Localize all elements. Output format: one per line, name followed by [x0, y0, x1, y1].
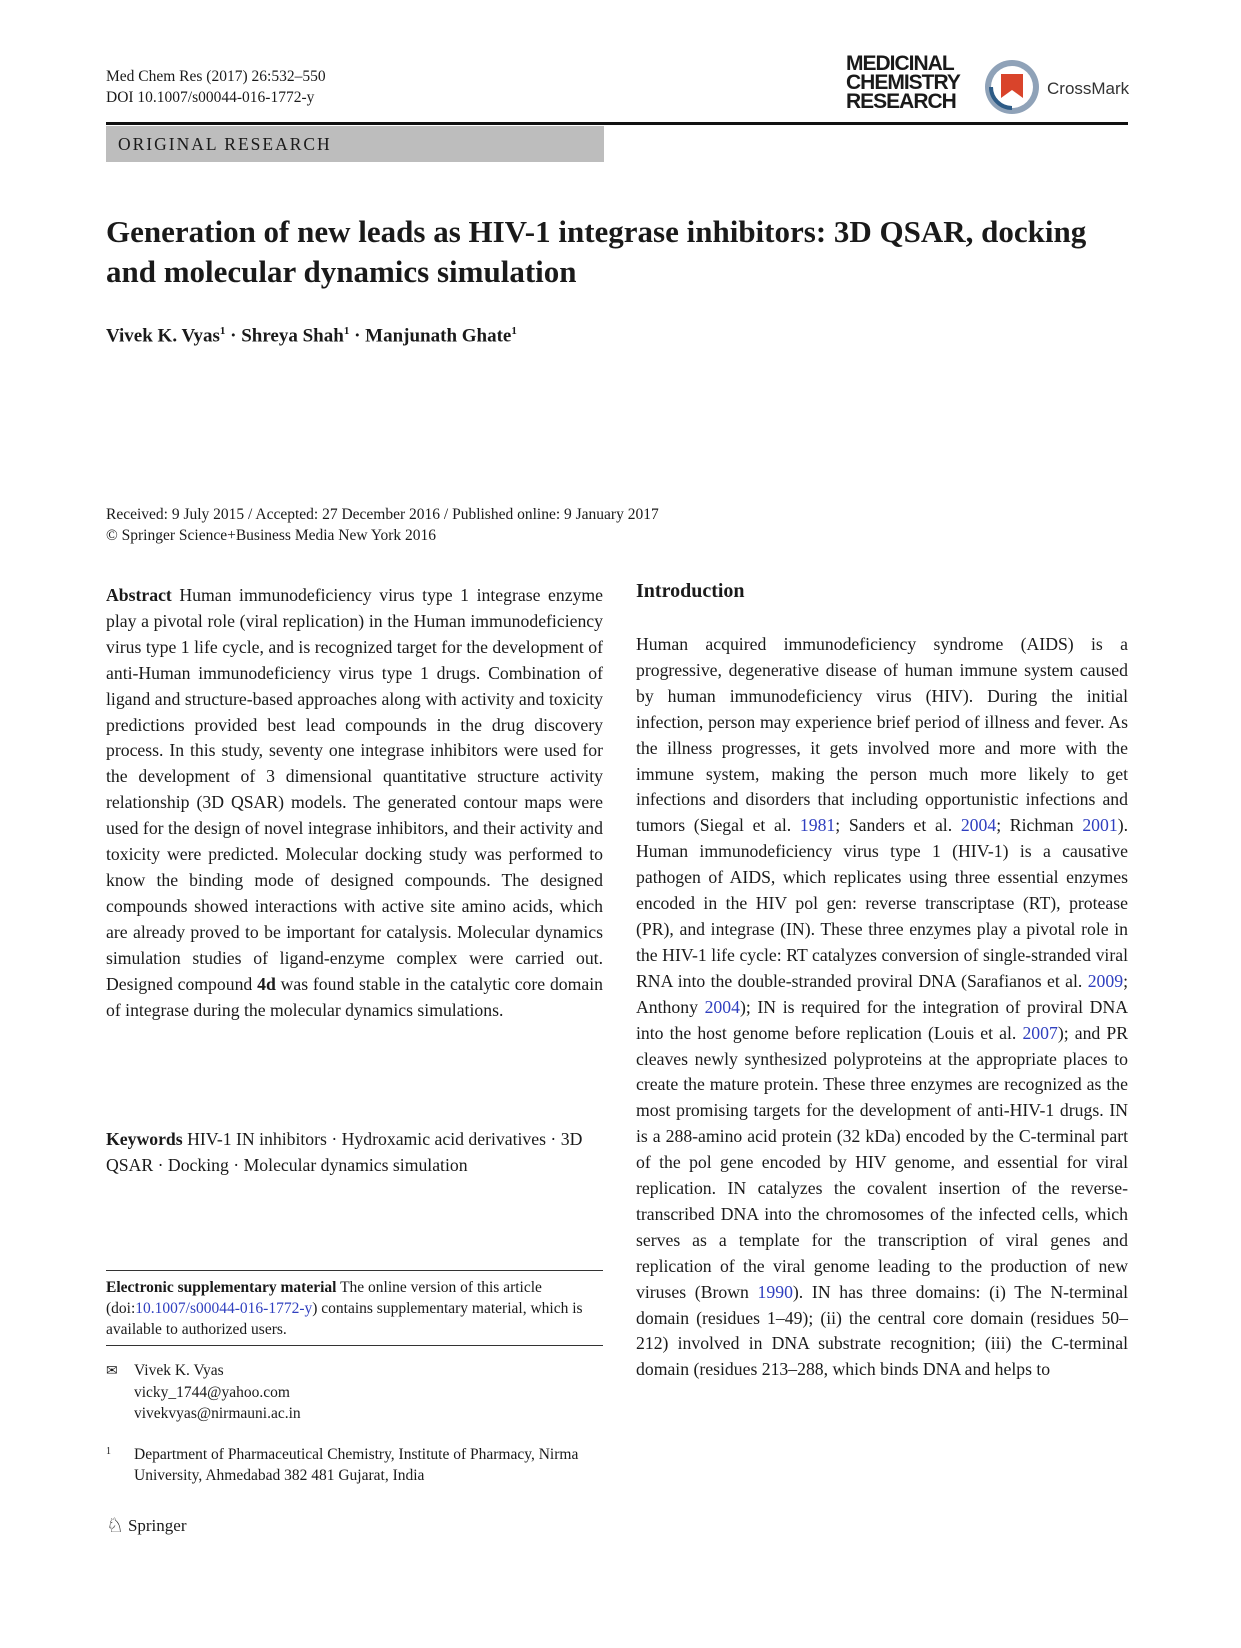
publication-history	[106, 504, 659, 546]
esm-label: Electronic supplementary material	[106, 1279, 337, 1296]
introduction-heading: Introduction	[636, 580, 745, 602]
abstract-text-end: was found stable in the catalytic core domain of integrase during the molecular dynamics simulations.	[106, 973, 604, 1020]
intro-text: ; Sanders et al.	[835, 815, 953, 836]
author-name[interactable]: Shreya Shah	[241, 325, 344, 347]
logo-line-1: MEDICINAL	[846, 52, 954, 75]
intro-text: ; Richman	[996, 815, 1074, 836]
citation-link[interactable]: 2007	[1022, 1022, 1058, 1043]
citation-link[interactable]: 2009	[1087, 970, 1124, 991]
citation-link[interactable]: 2004	[960, 815, 997, 836]
header-rule	[106, 122, 1128, 125]
contact-name: Vivek K. Vyas	[134, 1362, 224, 1379]
keyword: HIV-1 IN inhibitors	[187, 1129, 327, 1149]
affiliation-number: 1	[106, 1446, 111, 1457]
affiliation-marker: 1	[511, 325, 517, 337]
publisher-footer	[106, 1513, 186, 1538]
author-name[interactable]: Vivek K. Vyas	[106, 325, 220, 347]
intro-text: ); and PR cleaves newly synthesized polyproteins at the appropriate places to create the mature protein. These three enzymes are recognized as the most promising targets for the development of anti-HIV-1 drugs. IN is a 288-amino acid protein (32 kDa) encoded by the C-terminal part of the pol gene encoded by HIV genome, and essential for viral replication. IN catalyzes the covalent insertion of the reverse-transcribed DNA into the chromosomes of the infected cells, which serves as a template for the transcription of viral genes and replication of the viral genome leading to the production of new viruses (Brown	[636, 1022, 1129, 1302]
affiliation-marker: 1	[219, 325, 226, 337]
contact-email[interactable]: vivekvyas@nirmauni.ac.in	[134, 1405, 301, 1422]
citation-link[interactable]: 1990	[757, 1281, 793, 1302]
citation-link[interactable]: 2004	[704, 996, 740, 1017]
introduction-text	[636, 632, 1128, 1383]
intro-text: ). Human immunodeficiency virus type 1 (HIV-1) is a causative pathogen of AIDS, which replicates using three essential enzymes encoded in the HIV pol gen: reverse transcriptase (RT), protease (PR), and integrase (IN). These three enzymes play a pivotal role in the HIV-1 life cycle: RT catalyzes conversion of single-stranded viral RNA into the double-stranded proviral DNA (Sarafianos et al.	[636, 815, 1128, 991]
footnote-divider	[106, 1270, 603, 1271]
affiliation	[106, 1444, 603, 1486]
affiliation-text: Department of Pharmaceutical Chemistry, Institute of Pharmacy, Nirma University, Ahmedabad 382 481 Gujarat, India	[134, 1446, 579, 1484]
logo-line-2: CHEMISTRY	[846, 71, 960, 94]
intro-text: Human acquired immunodeficiency syndrome (AIDS) is a progressive, degenerative disease of human immune system caused by human immunodeficiency virus (HIV). During the initial infection, person may experience brief period of illness and fever. As the illness progresses, it gets involved more and more with the immune system, making the person much more likely to get infections and disorders that including opportunistic infections and tumors (Siegal et al.	[636, 634, 1128, 836]
section-label: ORIGINAL RESEARCH	[106, 126, 604, 162]
keyword: Hydroxamic acid derivatives	[341, 1129, 546, 1149]
dates-line: Received: 9 July 2015 / Accepted: 27 December 2016 / Published online: 9 January 2017	[106, 506, 659, 523]
citation-link[interactable]: 1981	[799, 815, 836, 836]
journal-logo	[846, 54, 960, 111]
author-name[interactable]: Manjunath Ghate	[365, 325, 512, 347]
keyword: Docking	[167, 1154, 229, 1175]
envelope-icon: ✉	[106, 1364, 118, 1379]
logo-line-3: RESEARCH	[846, 90, 956, 113]
publisher-name: Springer	[127, 1515, 187, 1535]
keyword: 3D QSAR	[106, 1129, 583, 1175]
compound-label: 4d	[257, 973, 276, 994]
esm-text: The online version of this article (doi:	[106, 1279, 542, 1317]
supplementary-note	[106, 1277, 603, 1340]
abstract	[106, 583, 603, 1023]
footnote-divider	[106, 1345, 603, 1346]
abstract-label: Abstract	[106, 585, 172, 605]
author-list	[106, 325, 517, 347]
intro-text: ). IN has three domains: (i) The N-terminal domain (residues 1–49); (ii) the central core domain (residues 50–212) involved in DNA substrate recognition; (iii) the C-terminal domain (residues 213–288, which binds DNA and helps to	[636, 1281, 1128, 1380]
keywords: Keywords HIV-1 IN inhibitors · Hydroxamic acid derivatives · 3D QSAR · Docking · Molecular dynamics simulation	[106, 1129, 583, 1175]
author-separator: ·	[354, 325, 361, 347]
keywords-label: Keywords	[106, 1129, 183, 1149]
crossmark-label[interactable]: CrossMark	[1047, 79, 1130, 98]
journal-citation: Med Chem Res (2017) 26:532–550	[106, 68, 326, 85]
keyword: Molecular dynamics simulation	[243, 1154, 468, 1175]
citation-link[interactable]: 2001	[1082, 815, 1118, 836]
author-separator: ·	[230, 325, 237, 347]
abstract-text: Human immunodeficiency virus type 1 integrase enzyme play a pivotal role (viral replication) in the Human immunodeficiency virus type 1 life cycle, and is recognized target for the development of anti-Human immunodeficiency virus type 1 drugs. Combination of ligand and structure-based approaches along with activity and toxicity predictions provided best lead compounds in the drug discovery process. In this study, seventy one integrase inhibitors were used for the development of 3 dimensional quantitative structure activity relationship (3D QSAR) models. The generated contour maps were used for the design of novel integrase inhibitors, and their activity and toxicity were predicted. Molecular docking study was performed to know the binding mode of designed compounds. The designed compounds showed interactions with active site amino acids, which are already proved to be important for catalysis. Molecular dynamics simulation studies of ligand-enzyme complex were carried out. Designed compound	[106, 585, 603, 994]
intro-text: ; Anthony	[636, 970, 1128, 1017]
intro-text: ); IN is required for the integration of proviral DNA into the host genome before replication (Louis et al.	[636, 996, 1129, 1043]
article-title: Generation of new leads as HIV-1 integrase inhibitors: 3D QSAR, docking and molecular dynamics simulation	[106, 214, 1087, 289]
contact-email[interactable]: vicky_1744@yahoo.com	[134, 1384, 290, 1401]
esm-text-end: ) contains supplementary material, which is available to authorized users.	[106, 1300, 583, 1338]
doi-line: DOI 10.1007/s00044-016-1772-y	[106, 89, 315, 106]
corresponding-author	[106, 1360, 301, 1424]
journal-reference	[106, 66, 326, 108]
crossmark-icon[interactable]	[983, 58, 1041, 116]
esm-doi-link[interactable]: 10.1007/s00044-016-1772-y	[135, 1300, 313, 1317]
affiliation-marker: 1	[343, 325, 350, 337]
copyright-line: © Springer Science+Business Media New York 2016	[106, 527, 437, 544]
springer-knight-icon: ♘	[106, 1515, 124, 1537]
